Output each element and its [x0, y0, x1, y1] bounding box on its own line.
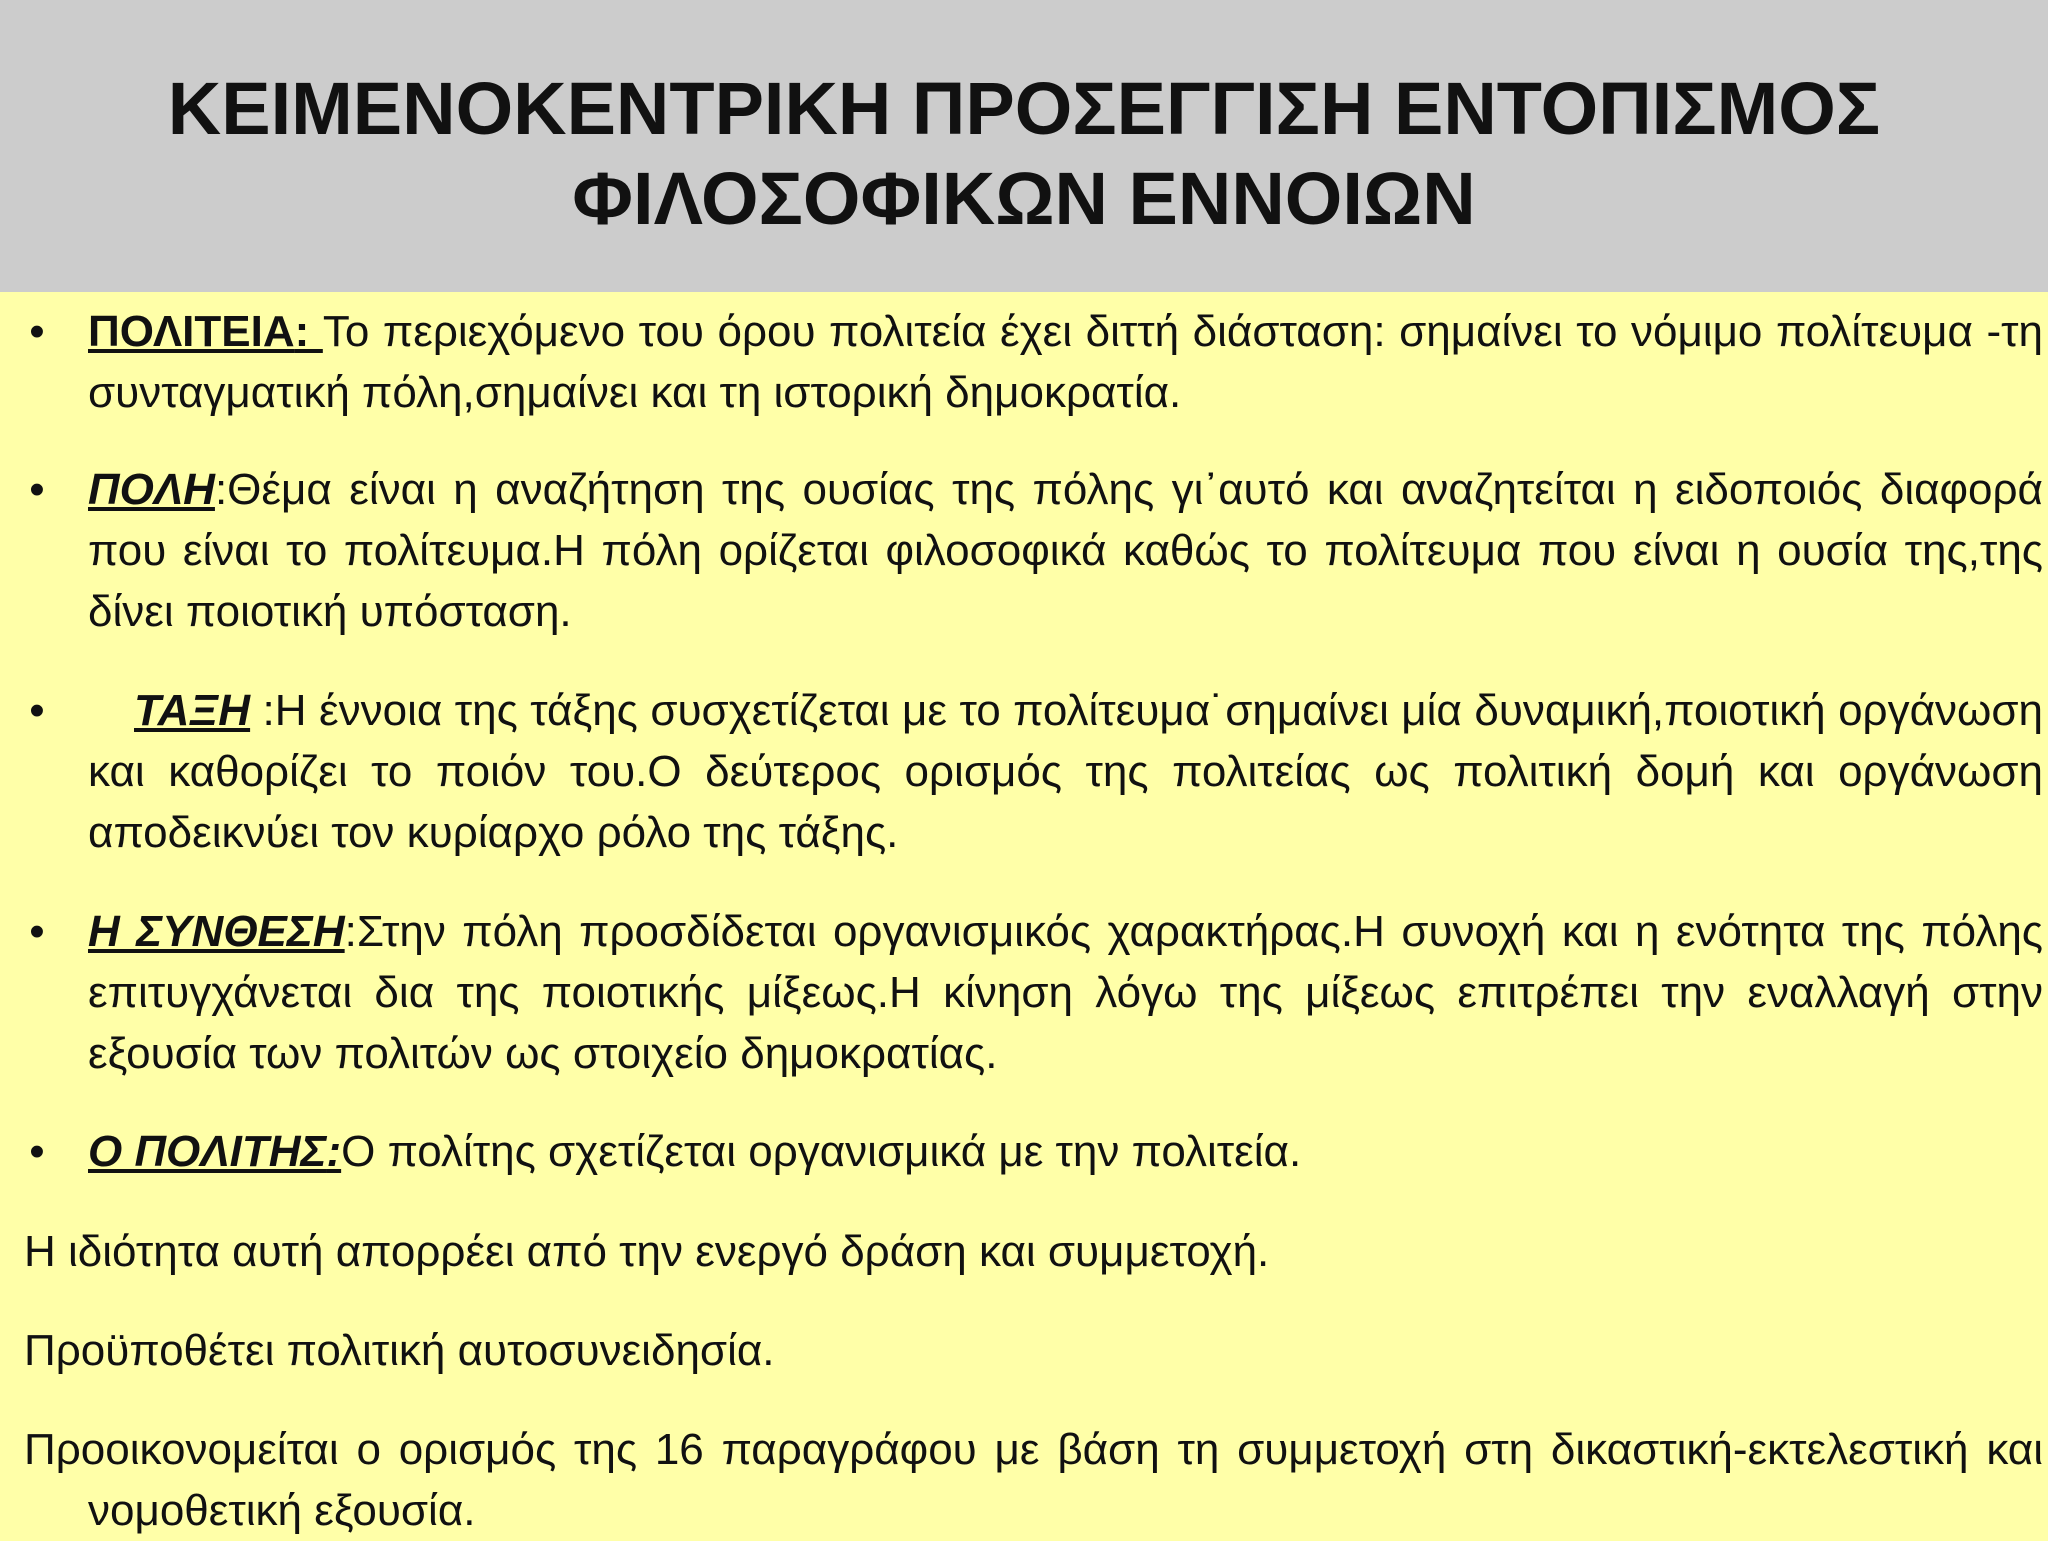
paragraph-autosyneidisia: Προϋποθέτει πολιτική αυτοσυνειδησία. — [24, 1326, 775, 1375]
slide-title-line-2: ΦΙΛΟΣΟΦΙΚΩΝ ΕΝΝΟΙΩΝ — [572, 157, 1476, 240]
bullet-separator: : — [344, 907, 357, 956]
bullet-text: Το περιεχόμενο του όρου πολιτεία έχει διττή διάσταση: σημαίνει το νόμιμο πολίτευμα -τη συνταγματική πόλη,σημαίνει και τη ιστορική δημοκρατία. — [88, 307, 2043, 417]
bullet-term: Η ΣΥΝΘΕΣΗ — [88, 907, 345, 956]
bullet-item-poli — [29, 459, 2043, 642]
bullet-term: ΠΟΛΙΤΕΙΑ: — [88, 307, 323, 356]
bullet-term: ΠΟΛΗ — [88, 465, 215, 514]
bullet-text: Θέμα είναι η αναζήτηση της ουσίας της πόλης γι᾽αυτό και αναζητείται η ειδοποιός διαφορά που είναι το πολίτευμα.Η πόλη ορίζεται φιλοσοφικά καθώς το πολίτευμα που είναι η ουσία της,της δίνει ποιοτική υπόσταση. — [88, 465, 2043, 636]
title-bar — [0, 0, 2048, 292]
bullet-item-politeia — [29, 301, 2043, 423]
paragraph-orismos: Προοικονομείται ο ορισμός της 16 παραγράφου με βάση τη συμμετοχή στη δικαστική-εκτελεστική και νομοθετική εξουσία. — [24, 1425, 2043, 1535]
bullet-text: Ο πολίτης σχετίζεται οργανισμικά με την πολιτεία. — [341, 1127, 1302, 1176]
slide-title-line-1: ΚΕΙΜΕΝΟΚΕΝΤΡΙΚΗ ΠΡΟΣΕΓΓΙΣΗ ΕΝΤΟΠΙΣΜΟΣ — [167, 67, 1881, 150]
bullet-term: Ο ΠΟΛΙΤΗΣ: — [88, 1127, 342, 1176]
bullet-marker: • — [29, 907, 45, 956]
bullet-separator: : — [250, 686, 275, 735]
bullet-item-taxi — [29, 680, 2043, 863]
bullet-marker: • — [29, 307, 45, 356]
slide-title — [0, 64, 2048, 244]
paragraph-idiotita: Η ιδιότητα αυτή απορρέει από την ενεργό δράση και συμμετοχή. — [24, 1227, 1270, 1276]
bullet-marker: • — [29, 1127, 45, 1176]
bullet-term: ΤΑΞΗ — [134, 686, 251, 735]
bullet-separator: : — [214, 465, 228, 514]
bullet-item-politis — [29, 1121, 2043, 1182]
bullet-marker: • — [29, 686, 45, 735]
bullet-text: Η έννοια της τάξης συσχετίζεται με το πολίτευμα˙σημαίνει μία δυναμική,ποιοτική οργάνωση και καθορίζει το ποιόν του.Ο δεύτερος ορισμός της πολιτείας ως πολιτική δομή και οργάνωση αποδεικνύει τον κυρίαρχο ρόλο της τάξης. — [88, 686, 2043, 857]
bullet-text: Στην πόλη προσδίδεται οργανισμικός χαρακτήρας.Η συνοχή και η ενότητα της πόλης επιτυγχάνεται δια της ποιοτικής μίξεως.Η κίνηση λόγω της μίξεως επιτρέπει την εναλλαγή στην εξουσία των πολιτών ως στοιχείο δημοκρατίας. — [88, 907, 2043, 1078]
bullet-item-synthesi — [29, 901, 2043, 1084]
bullet-marker: • — [29, 465, 45, 514]
